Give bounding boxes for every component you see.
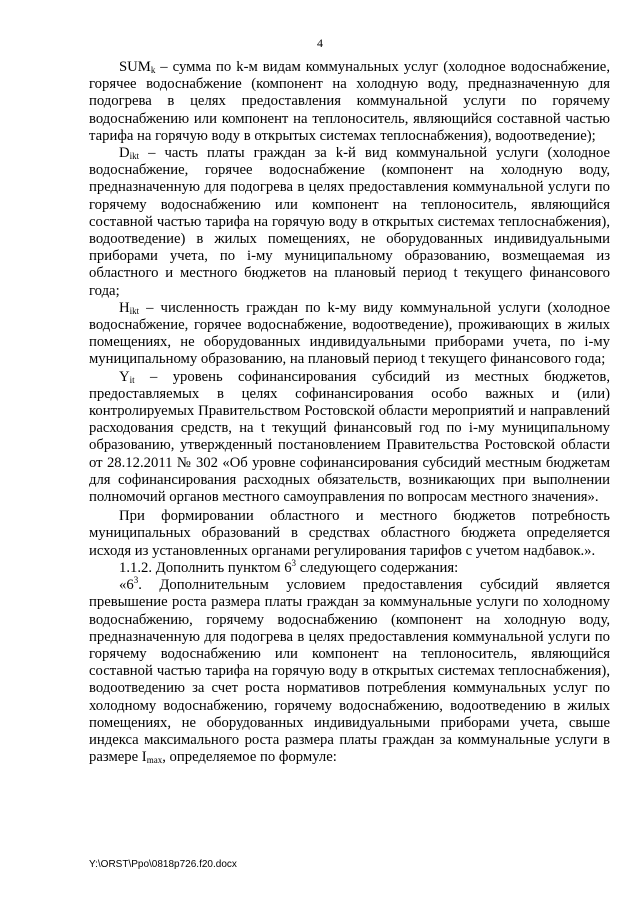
paragraph-y-definition — [89, 369, 610, 507]
superscript: 3 — [291, 557, 297, 568]
symbol: H — [119, 299, 130, 316]
symbol-subscript: it — [129, 374, 135, 385]
clause-text: , определяемое по формуле: — [162, 749, 337, 766]
document-body — [89, 59, 610, 766]
symbol-subscript: ikt — [129, 305, 140, 316]
clause-number: «6 — [119, 577, 134, 594]
superscript: 3 — [133, 575, 139, 586]
amendment-text: 1.1.2. Дополнить пунктом 6 — [119, 559, 292, 576]
paragraph-amendment-heading — [89, 557, 610, 577]
symbol-subscript: k — [150, 65, 156, 75]
symbol: D — [119, 145, 130, 162]
symbol: Y — [119, 368, 130, 385]
page-number: 4 — [317, 36, 323, 50]
paragraph-h-definition — [89, 300, 610, 369]
paragraph-d-definition — [89, 145, 610, 300]
clause-text: . Дополнительным условием предоставления субсидий является превышение роста размера платы граждан за коммунальные услуги по холодному водоснабжению, горячему водоснабжению (компонент на холодную воду, предназначенную для подогрева в целях предоставления коммунальной услуги по горячему водоснабжению или компонент на теплоноситель, являющийся составной частью тарифа на горячую воду в открытых системах теплоснабжения), водоотведению за счет роста нормативов потребления коммунальных услуг по холодному водоснабжению, горячему водоснабжению, водоотведению в жилых помещениях, не оборудованных индивидуальными приборами учета, свыше индекса максимального роста размера платы граждан за коммунальные услуги в размере I — [89, 577, 610, 766]
paragraph-clause-6-3 — [89, 577, 610, 766]
symbol-subscript: ikt — [129, 151, 140, 162]
definition-text: – уровень софинансирования субсидий из местных бюджетов, предоставляемых в целях софинансирования особо важных и (или) контролируемых Правительством Ростовской области мероприятий и направлений расходования средств, на t текущий финансовый год по i-му муниципальному образованию, утвержденный постановлением Правительства Ростовской области от 28.12.2011 № 302 «Об уровне софинансирования субсидий местным бюджетам для софинансирования расходных обязательств, возникающих при выполнении полномочий органов местного самоуправления по вопросам местного значения». — [89, 368, 610, 506]
paragraph-budget-formation: При формировании областного и местного бюджетов потребность муниципальных образований в средствах областного бюджета определяется исходя из установленных органами регулирования тарифов с учетом надбавок.». — [89, 508, 610, 559]
definition-text: – сумма по k-м видам коммунальных услуг (холодное водоснабжение, горячее водоснабжение (компонент на холодную воду, предназначенную для подогрева в целях предоставления коммунальной услуги по горячему водоснабжению или компонент на теплоноситель, являющийся составной частью тарифа на горячую воду в открытых системах теплоснабжения), водоотведение); — [89, 59, 610, 144]
definition-text: – численность граждан по k-му виду коммунальной услуги (холодное водоснабжение, горячее водоснабжение, водоотведение), проживающих в жилых помещениях, не оборудованных индивидуальными приборами учета, по i-му муниципальному образованию, на плановый период t текущего финансового года; — [89, 299, 610, 368]
amendment-text: следующего содержания: — [296, 559, 459, 576]
symbol-subscript: max — [146, 755, 163, 766]
paragraph-sum-definition — [89, 59, 610, 145]
file-path-footer: Y:\ORST\Ppo\0818p726.f20.docx — [89, 859, 237, 870]
symbol: SUM — [119, 59, 151, 75]
definition-text: – часть платы граждан за k-й вид коммунальной услуги (холодное водоснабжение, горячее водоснабжение (компонент на холодную воду, предназначенную для подогрева в целях предоставления коммунальной услуги по горячему водоснабжению или компонент на теплоноситель, являющийся составной частью тарифа на горячую воду в открытых системах теплоснабжения), водоотведение) в жилых помещениях, не оборудованных индивидуальными приборами учета, по i-му муниципальному образованию, возмещаемая из областного и местного бюджетов на плановый период t текущего финансового года; — [89, 145, 610, 299]
